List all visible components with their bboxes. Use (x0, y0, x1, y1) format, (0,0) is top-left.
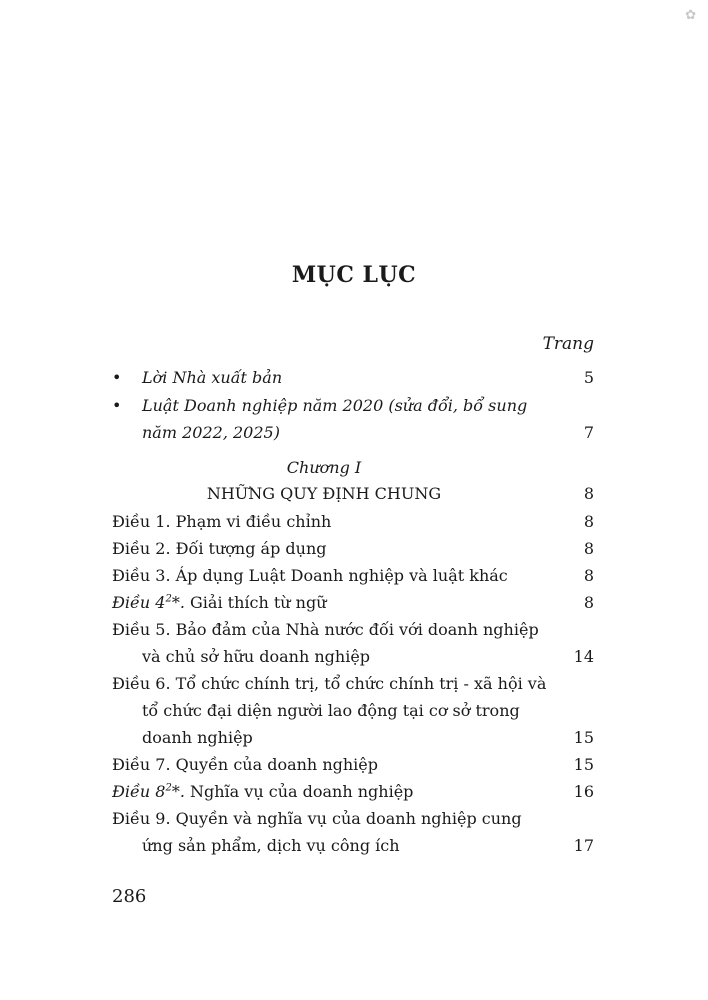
toc-entry[interactable]: Điều 3. Áp dụng Luật Doanh nghiệp và luật khác 8 (112, 566, 594, 585)
toc-entry[interactable]: Điều 5. Bảo đảm của Nhà nước đối với doanh nghiệp (112, 620, 539, 639)
page-number: 286 (112, 886, 147, 907)
chapter-title[interactable]: NHỮNG QUY ĐỊNH CHUNG 8 (206, 484, 594, 503)
flower-icon: ✿ (685, 8, 696, 23)
chapter-label: Chương I (286, 458, 362, 477)
toc-entry-continuation: doanh nghiệp 15 (142, 728, 594, 747)
page-column-header: Trang (542, 334, 594, 354)
toc-entry-continuation: ứng sản phẩm, dịch vụ công ích 17 (142, 836, 594, 855)
toc-entry[interactable]: Điều 7. Quyền của doanh nghiệp 15 (112, 755, 594, 774)
toc-entry[interactable]: Điều 9. Quyền và nghĩa vụ của doanh nghiệp cung (112, 809, 522, 828)
bullet-icon: • (112, 396, 122, 415)
toc-entry[interactable]: • Luật Doanh nghiệp năm 2020 (sửa đổi, bổ sung (112, 393, 594, 419)
toc-entry-continuation: và chủ sở hữu doanh nghiệp 14 (142, 647, 594, 666)
toc-entry[interactable]: Điều 1. Phạm vi điều chỉnh 8 (112, 512, 594, 531)
toc-entry[interactable]: Điều 6. Tổ chức chính trị, tổ chức chính trị - xã hội và (112, 674, 547, 693)
toc-entry-continuation: năm 2022, 2025) 7 (142, 423, 594, 442)
toc-entry-continuation: tổ chức đại diện người lao động tại cơ sở trong (142, 701, 520, 720)
toc-entry[interactable]: Điều 2. Đối tượng áp dụng 8 (112, 539, 594, 558)
bullet-icon: • (112, 368, 122, 387)
toc-entry[interactable]: Điều $4^2*$. Giải thích từ ngữ 8 (112, 593, 594, 612)
page-title: MỤC LỤC (291, 262, 417, 288)
toc-entry[interactable]: • Lời Nhà xuất bản 5 (112, 365, 594, 391)
toc-entry[interactable]: Điều $8^2*$. Nghĩa vụ của doanh nghiệp 16 (112, 782, 594, 801)
